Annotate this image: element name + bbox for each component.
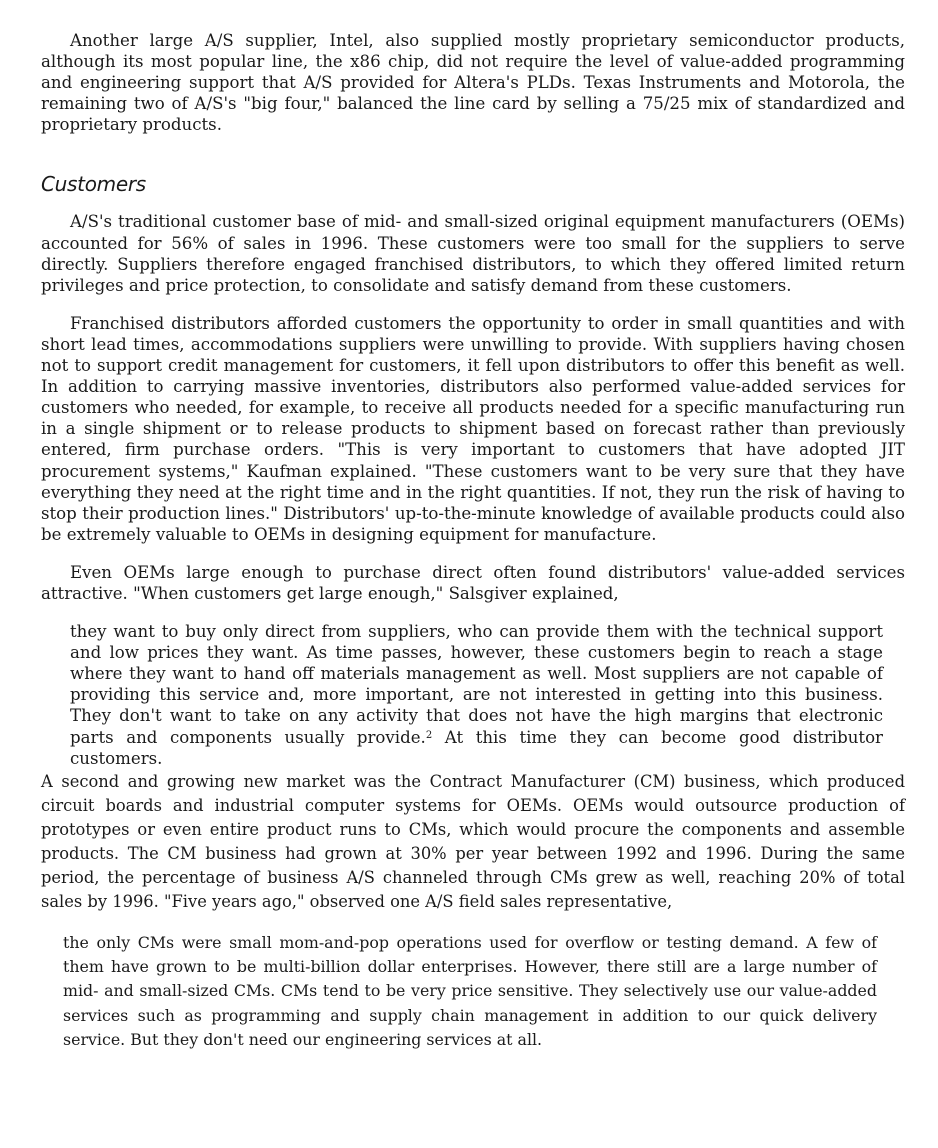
quote-salsgiver-part2: At this time they can become good distributor customers.: [70, 727, 883, 768]
paragraph-customer-base: A/S's traditional customer base of mid- and small-sized original equipment manufacturers (OEMs) accounted for 56% of sales in 1996. These customers were too small for the suppliers to serve directly. Suppliers therefore engaged franchised distributors, to which they offered limited return privileges and price protection, to consolidate and satisfy demand from these customers.: [41, 212, 905, 295]
section-heading-customers: Customers: [41, 172, 146, 197]
block-quote-salsgiver: [70, 621, 883, 769]
quote-salsgiver-text: [70, 621, 883, 769]
quote-field-rep-text: the only CMs were small mom-and-pop operations used for overflow or testing demand. A few of them have grown to be multi-billion dollar enterprises. However, there still are a large number of mid- and small-sized CMs. CMs tend to be very price sensitive. They selectively use our value-added services such as programming and supply chain management in addition to our quick delivery service. But they don't need our engineering services at all.: [63, 933, 877, 1049]
document-page: [41, 30, 905, 1052]
paragraph-large-oems: Even OEMs large enough to purchase direct often found distributors' value-added services attractive. "When customers get large enough," Salsgiver explained,: [41, 562, 905, 603]
block-quote-field-rep: [63, 931, 877, 1051]
paragraph-franchised-distributors: Franchised distributors afforded customers the opportunity to order in small quantities and with short lead times, accommodations suppliers were unwilling to provide. With suppliers having chosen not to support credit management for customers, it fell upon distributors to offer this benefit as well. In addition to carrying massive inventories, distributors also performed value-added services for customers who needed, for example, to receive all products needed for a specific manufacturing run in a single shipment or to release products to shipment based on forecast rather than previously entered, firm purchase orders. "This is very important to customers that have adopted JIT procurement systems," Kaufman explained. "These customers want to be very sure that they have everything they need at the right time and in the right quantities. If not, they run the risk of having to stop their production lines." Distributors' up-to-the-minute knowledge of available products could also be extremely valuable to OEMs in designing equipment for manufacture.: [41, 313, 905, 544]
quote-salsgiver-part1: they want to buy only direct from suppliers, who can provide them with the technical support and low prices they want. As time passes, however, these customers begin to reach a stage where they want to hand off materials management as well. Most suppliers are not capable of providing this service and, more important, are not interested in getting into this business. They don't want to take on any activity that does not have the high margins that electronic parts and components usually provide.: [70, 622, 883, 747]
footnote-marker: 2: [425, 729, 433, 741]
paragraph-contract-manufacturers: A second and growing new market was the Contract Manufacturer (CM) business, which produced circuit boards and industrial computer systems for OEMs. OEMs would outsource production of prototypes or even entire product runs to CMs, which would procure the components and assemble products. The CM business had grown at 30% per year between 1992 and 1996. During the same period, the percentage of business A/S channeled through CMs grew as well, reaching 20% of total sales by 1996. "Five years ago," observed one A/S field sales representative,: [41, 771, 905, 912]
intro-paragraph: Another large A/S supplier, Intel, also supplied mostly proprietary semiconductor products, although its most popular line, the x86 chip, did not require the level of value-added programming and engineering support that A/S provided for Altera's PLDs. Texas Instruments and Motorola, the remaining two of A/S's "big four," balanced the line card by selling a 75/25 mix of standardized and proprietary products.: [41, 31, 905, 135]
